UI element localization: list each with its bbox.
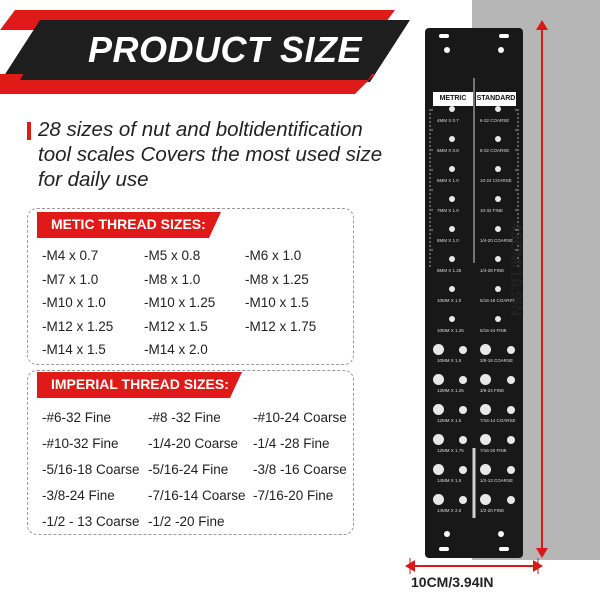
size-item: -M10 x 1.5 xyxy=(245,295,309,310)
size-item: -1/4 -28 Fine xyxy=(253,436,330,451)
left-hole-label: 8MM X 1.0 xyxy=(437,238,459,243)
size-item: -7/16-14 Coarse xyxy=(148,488,246,503)
right-pin-hole xyxy=(495,286,501,292)
metric-heading: METIC THREAD SIZES: xyxy=(51,216,206,232)
right-pin-hole xyxy=(495,256,501,262)
left-pin-hole xyxy=(449,106,455,112)
mount-slot xyxy=(499,547,509,551)
standard-column-label: STANDARD xyxy=(476,92,516,106)
left-thread-hole xyxy=(459,496,467,504)
size-item: -M14 x 2.0 xyxy=(144,342,208,357)
mount-hole xyxy=(444,47,450,53)
size-item: -M7 x 1.0 xyxy=(42,271,99,287)
right-thread-hole xyxy=(480,494,491,505)
right-hole-label: 5/16-24 FINE xyxy=(480,328,507,333)
size-item: -M8 x 1.25 xyxy=(245,271,309,287)
right-hole-label: 10-32 FINE xyxy=(480,208,504,213)
right-hole-label: 7/16-20 FINE xyxy=(480,448,507,453)
size-item: -#10-32 Fine xyxy=(42,436,119,451)
left-hole-label: 6MM X 1.0 xyxy=(437,178,459,183)
right-hole-label: 6-32 COARSE xyxy=(480,118,510,123)
right-hole-label: 1/4-20 COARSE xyxy=(480,238,514,243)
left-hole-label: 12MM X 1.75 xyxy=(437,448,464,453)
right-thread-hole xyxy=(507,346,515,354)
size-item: -3/8 -16 Coarse xyxy=(253,462,347,477)
right-pin-hole xyxy=(495,226,501,232)
imperial-heading: IMPERIAL THREAD SIZES: xyxy=(51,376,229,392)
left-pin-hole xyxy=(449,286,455,292)
left-thread-hole xyxy=(433,344,444,355)
left-hole-label: 8MM X 1.25 xyxy=(437,268,462,273)
size-item: -M14 x 1.5 xyxy=(42,342,106,357)
left-hole-label: 14MM X 1.5 xyxy=(437,478,462,483)
size-item: -M12 x 1.75 xyxy=(245,318,317,334)
size-item: -5/16-18 Coarse xyxy=(42,462,140,477)
intro-accent-bar xyxy=(27,122,31,140)
right-thread-hole xyxy=(480,374,491,385)
left-thread-hole xyxy=(433,374,444,385)
left-hole-label: 10MM X 1.5 xyxy=(437,358,462,363)
left-thread-hole xyxy=(459,436,467,444)
left-pin-hole xyxy=(449,196,455,202)
size-item: -#8 -32 Fine xyxy=(148,410,221,425)
mount-slot xyxy=(439,547,449,551)
left-hole-label: 10MM X 1.25 xyxy=(437,328,464,333)
width-dimension-arrows xyxy=(405,558,545,574)
metric-heading-tag xyxy=(37,212,221,238)
intro-text: 28 sizes of nut and boltidentification tool scales Covers the most used size for daily use xyxy=(38,118,383,191)
size-item: -7/16-20 Fine xyxy=(253,488,334,503)
left-hole-label: 5MM X 0.8 xyxy=(437,148,459,153)
size-item: -1/2 - 13 Coarse xyxy=(42,514,140,529)
left-hole-label: 14MM X 2.0 xyxy=(437,508,462,513)
left-hole-label: 12MM X 1.25 xyxy=(437,388,464,393)
right-pin-hole xyxy=(495,166,501,172)
left-hole-label: 4MM X 0.7 xyxy=(437,118,459,123)
left-hole-label: 10MM X 1.0 xyxy=(437,298,462,303)
right-hole-label: 1/2-13 COARSE xyxy=(480,478,514,483)
left-pin-hole xyxy=(449,226,455,232)
right-thread-hole xyxy=(480,434,491,445)
left-thread-hole xyxy=(459,466,467,474)
mount-slot xyxy=(439,34,449,38)
width-dimension-label: 10CM/3.94IN xyxy=(411,574,494,590)
right-hole-label: 8-32 COARSE xyxy=(480,148,510,153)
size-item: -#10-24 Coarse xyxy=(253,410,347,425)
left-pin-hole xyxy=(449,316,455,322)
right-hole-label: 1/2-20 FINE xyxy=(480,508,505,513)
size-item: -M4 x 0.7 xyxy=(42,248,99,263)
mount-hole xyxy=(498,47,504,53)
right-hole-label: 3/8-24 FINE xyxy=(480,388,505,393)
left-thread-hole xyxy=(433,404,444,415)
size-item: -M10 x 1.25 xyxy=(144,295,216,310)
size-item: -M12 x 1.25 xyxy=(42,318,114,334)
right-thread-hole xyxy=(507,406,515,414)
right-pin-hole xyxy=(495,316,501,322)
size-item: -3/8-24 Fine xyxy=(42,488,115,503)
left-thread-hole xyxy=(459,406,467,414)
mount-slot xyxy=(499,34,509,38)
right-thread-hole xyxy=(507,376,515,384)
left-thread-hole xyxy=(433,434,444,445)
left-pin-hole xyxy=(449,256,455,262)
size-item: -M12 x 1.5 xyxy=(144,318,208,334)
right-hole-label: 10-24 COARSE xyxy=(480,178,512,183)
right-pin-hole xyxy=(495,196,501,202)
right-thread-hole xyxy=(507,466,515,474)
left-thread-hole xyxy=(433,494,444,505)
right-hole-label: 7/16-14 COARSE xyxy=(480,418,516,423)
size-item: -#6-32 Fine xyxy=(42,410,112,425)
size-item: -M10 x 1.0 xyxy=(42,295,106,310)
right-hole-label: 5/16-18 COARSE xyxy=(480,298,516,303)
left-thread-hole xyxy=(433,464,444,475)
size-item: -1/4-20 Coarse xyxy=(148,436,239,451)
height-dimension-label: 43CM/16.9IN xyxy=(507,222,524,317)
left-pin-hole xyxy=(449,136,455,142)
left-hole-label: 7MM X 1.0 xyxy=(437,208,459,213)
right-pin-hole xyxy=(495,136,501,142)
left-hole-label: 12MM X 1.5 xyxy=(437,418,462,423)
right-hole-label: 3/8-16 COARSE xyxy=(480,358,514,363)
right-pin-hole xyxy=(495,106,501,112)
size-item: -M8 x 1.0 xyxy=(144,271,201,287)
right-hole-label: 1/4-28 FINE xyxy=(480,268,505,273)
left-thread-hole xyxy=(459,346,467,354)
size-item: -5/16-24 Fine xyxy=(148,462,229,477)
left-thread-hole xyxy=(459,376,467,384)
mount-hole xyxy=(498,531,504,537)
left-pin-hole xyxy=(449,166,455,172)
right-thread-hole xyxy=(507,436,515,444)
height-dimension-arrows xyxy=(533,20,551,560)
page-title: PRODUCT SIZE xyxy=(87,29,362,70)
right-thread-hole xyxy=(480,404,491,415)
size-item: -M5 x 0.8 xyxy=(144,248,201,263)
size-item: -1/2 -20 Fine xyxy=(148,514,225,529)
imperial-heading-tag xyxy=(37,372,242,398)
right-thread-hole xyxy=(480,344,491,355)
mount-hole xyxy=(444,531,450,537)
right-thread-hole xyxy=(480,464,491,475)
metric-column-label: METRIC xyxy=(433,92,473,106)
size-item: -M6 x 1.0 xyxy=(245,248,302,263)
right-thread-hole xyxy=(507,496,515,504)
